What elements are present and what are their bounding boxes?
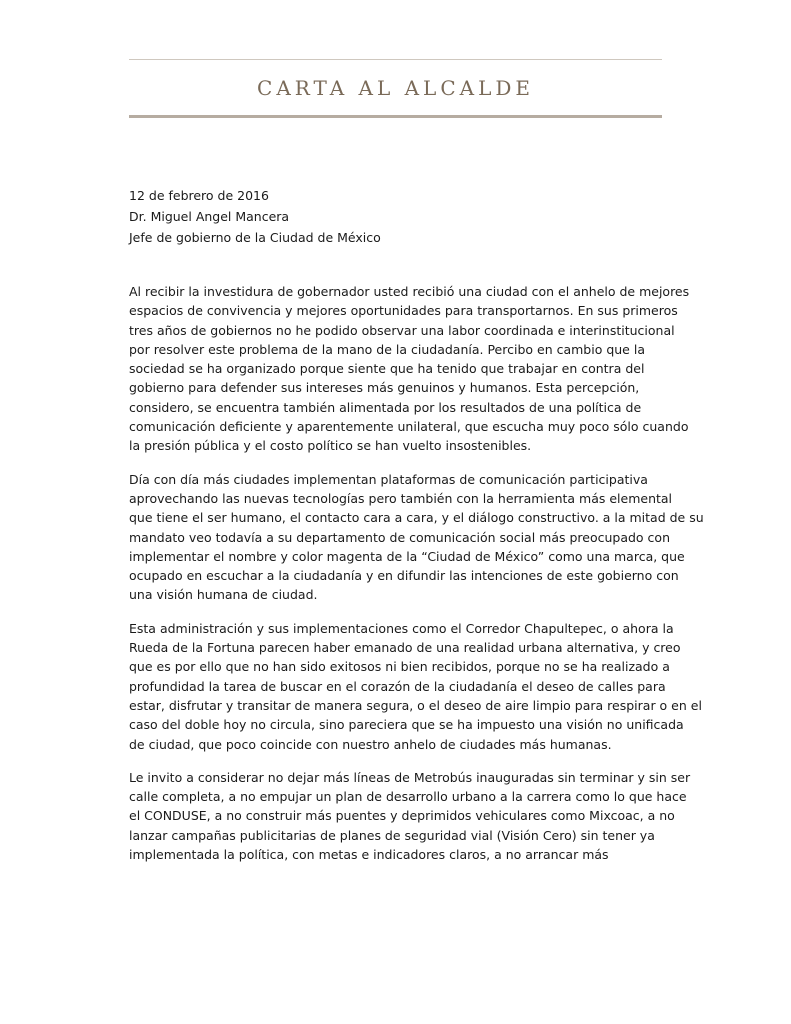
paragraph-line: tres años de gobiernos no he podido observar una labor coordinada e interinstitucional: [129, 322, 675, 338]
paragraph-line: Le invito a considerar no dejar más líneas de Metrobús inauguradas sin terminar y sin ser: [129, 769, 691, 785]
paragraph-line: Día con día más ciudades implementan plataformas de comunicación participativa: [129, 471, 648, 487]
page-title: CARTA AL ALCALDE: [257, 76, 534, 100]
paragraph-line: la presión pública y el costo político se han vuelto insostenibles.: [129, 438, 532, 454]
paragraph-line: profundidad la tarea de buscar en el corazón de la ciudadanía el deseo de calles para: [129, 678, 666, 694]
paragraph-line: lanzar campañas publicitarias de planes de seguridad vial (Visión Cero) sin tener ya: [129, 827, 655, 843]
letter-body: [129, 282, 704, 878]
letter-paragraph: [129, 470, 704, 605]
paragraph-line: considero, se encuentra también alimentada por los resultados de una política de: [129, 399, 642, 415]
paragraph-line: ocupado en escuchar a la ciudadanía y en difundir las intenciones de este gobierno con: [129, 568, 679, 584]
letter-paragraph: [129, 619, 702, 754]
paragraph-line: gobierno para defender sus intereses más genuinos y humanos. Esta percepción,: [129, 380, 640, 396]
paragraph-line: aprovechando las nuevas tecnologías pero también con la herramienta más elemental: [129, 490, 673, 506]
letter-paragraph: [129, 768, 691, 864]
top-divider: [129, 59, 662, 60]
letter-paragraph: [129, 282, 690, 456]
paragraph-line: que es por ello que no han sido exitosos ni bien recibidos, porque no se ha realizado a: [129, 659, 670, 675]
paragraph-line: Rueda de la Fortuna parecen haber emanado de una realidad urbana alternativa, y creo: [129, 640, 681, 656]
paragraph-line: que tiene el ser humano, el contacto cara a cara, y el diálogo constructivo. a la mitad de su: [129, 510, 704, 526]
paragraph-line: de ciudad, que poco coincide con nuestro anhelo de ciudades más humanas.: [129, 736, 612, 752]
paragraph-line: calle completa, a no empujar un plan de desarrollo urbano a la carrera como lo que hace: [129, 789, 687, 805]
paragraph-line: mandato veo todavía a su departamento de comunicación social más preocupado con: [129, 529, 670, 545]
paragraph-line: sociedad se ha organizado porque siente que ha tenido que trabajar en contra del: [129, 361, 645, 377]
paragraph-line: el CONDUSE, a no construir más puentes y deprimidos vehiculares como Mixcoac, a no: [129, 808, 675, 824]
letter-date: 12 de febrero de 2016: [129, 188, 269, 203]
paragraph-line: Al recibir la investidura de gobernador usted recibió una ciudad con el anhelo de mejores: [129, 284, 690, 299]
paragraph-line: estar, disfrutar y transitar de manera segura, o el deseo de aire limpio para respirar o en el: [129, 697, 702, 713]
letter-header: [129, 185, 669, 248]
paragraph-line: caso del doble hoy no circula, sino pareciera que se ha impuesto una visión no unificada: [129, 717, 684, 733]
letter-recipient: Dr. Miguel Angel Mancera: [129, 209, 290, 224]
paragraph-line: por resolver este problema de la mano de la ciudadanía. Percibo en cambio que la: [129, 341, 645, 357]
paragraph-line: implementada la política, con metas e indicadores claros, a no arrancar más: [129, 847, 609, 863]
recipient-position: Jefe de gobierno de la Ciudad de México: [129, 230, 381, 245]
title-divider: [129, 115, 662, 118]
paragraph-line: Esta administración y sus implementaciones como el Corredor Chapultepec, o ahora la: [129, 620, 674, 636]
paragraph-line: comunicación deficiente y aparentemente unilateral, que escucha muy poco sólo cuando: [129, 419, 689, 435]
paragraph-line: espacios de convivencia y mejores oportunidades para transportarnos. En sus primeros: [129, 303, 678, 319]
paragraph-line: una visión humana de ciudad.: [129, 587, 318, 603]
paragraph-line: implementar el nombre y color magenta de la “Ciudad de México” como una marca, que: [129, 548, 685, 564]
